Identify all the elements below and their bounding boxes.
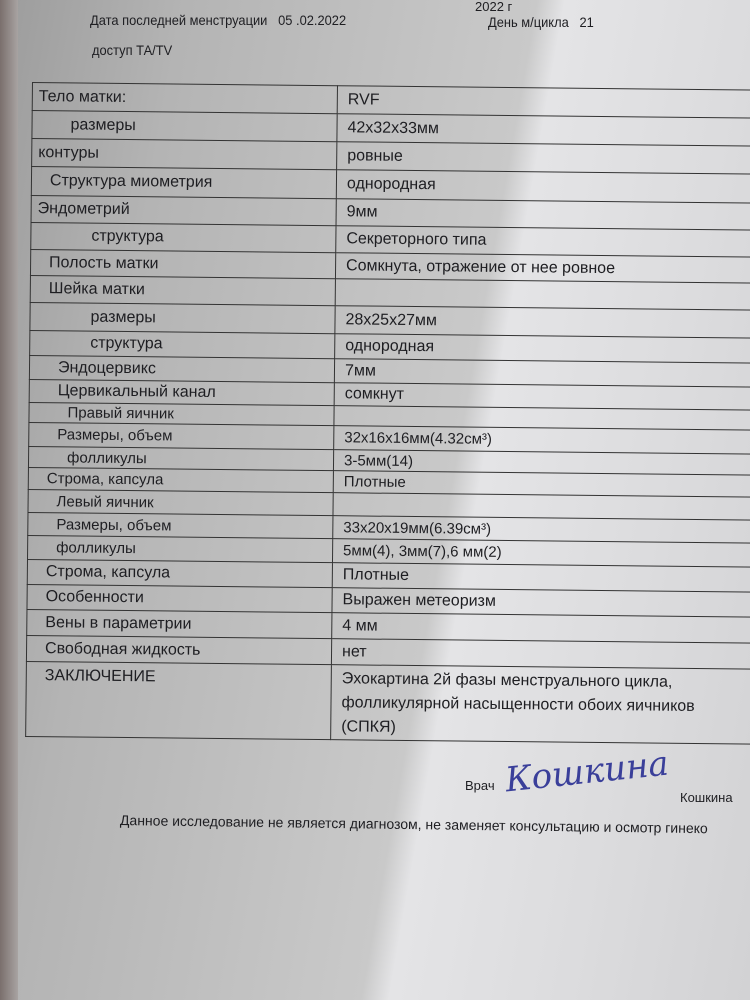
row-label: Полость матки: [30, 249, 335, 278]
row-value: 5мм(4), 3мм(7),6 мм(2): [332, 539, 750, 567]
row-value: нет: [331, 639, 750, 669]
row-value: RVF: [337, 86, 750, 118]
row-value: 4 мм: [332, 613, 750, 643]
row-value: Выражен метеоризм: [332, 588, 750, 617]
conclusion-label: ЗАКЛЮЧЕНИЕ: [26, 661, 332, 739]
year-fragment: 2022 г: [475, 0, 513, 14]
row-label: Правый яичник: [29, 402, 334, 425]
row-value: однородная: [336, 170, 750, 203]
row-label: Особенности: [27, 584, 332, 612]
row-label: Размеры, объем: [29, 422, 334, 449]
row-value: 42x32x33мм: [337, 114, 750, 146]
row-label: Строма, капсула: [28, 467, 333, 492]
row-value: сомкнут: [334, 383, 750, 410]
conclusion-line: фолликулярной насыщенности обоих яичников: [341, 694, 695, 715]
row-label: размеры: [30, 302, 335, 333]
row-label: Свободная жидкость: [26, 635, 331, 664]
row-value: Сомкнута, отражение от нее ровное: [335, 253, 750, 283]
row-label: структура: [30, 330, 335, 358]
row-value: 7мм: [334, 359, 750, 387]
row-label: Структура миометрия: [31, 167, 336, 199]
row-value: 33x20x19мм(6.39см³): [333, 516, 750, 543]
row-label: Вены в параметрии: [27, 609, 332, 638]
conclusion-text: [331, 665, 750, 744]
lmp-value: 05 .02.2022: [278, 12, 347, 28]
cycle-day-value: 21: [579, 14, 594, 30]
doctor-label: Врач: [465, 778, 495, 793]
row-label: Строма, капсула: [27, 559, 332, 587]
conclusion-line: Эхокартина 2й фазы менструального цикла,: [341, 670, 673, 691]
photo-edge: [0, 0, 18, 1000]
row-value: 32x16x16мм(4.32см³): [334, 426, 750, 454]
conclusion-line: (СПКЯ): [341, 718, 396, 736]
row-label: фолликулы: [27, 535, 332, 562]
row-value: 9мм: [336, 199, 750, 230]
row-label: Тело матки:: [32, 83, 337, 114]
row-label: Размеры, объем: [28, 512, 333, 538]
row-label: Левый яичник: [28, 489, 333, 515]
row-label: контуры: [32, 139, 337, 170]
row-label: Цервикальный канал: [29, 379, 334, 405]
doctor-name: Кошкина: [680, 790, 733, 805]
row-value: однородная: [335, 334, 750, 363]
row-label: Шейка матки: [30, 275, 335, 305]
row-value: 3-5мм(14): [333, 450, 750, 475]
row-value: Плотные: [333, 471, 750, 497]
ultrasound-results-table: [25, 82, 750, 745]
row-label: структура: [31, 222, 336, 252]
row-value: ровные: [337, 142, 750, 174]
lmp-line: [90, 12, 346, 28]
row-label: Эндоцервикс: [29, 355, 334, 382]
cycle-day-label: День м/цикла: [488, 14, 569, 30]
row-value: Плотные: [332, 563, 750, 592]
row-label: размеры: [32, 111, 337, 142]
lmp-label: Дата последней менструации: [90, 12, 268, 28]
access-text: доступ ТА/TV: [92, 42, 173, 58]
row-value: 28x25x27мм: [335, 306, 750, 338]
row-value: Секреторного типа: [336, 226, 750, 257]
conclusion-row: [26, 661, 750, 744]
disclaimer: Данное исследование не является диагнозом, не заменяет консультацию и осмотр гинеко: [119, 812, 708, 837]
row-label: Эндометрий: [31, 195, 336, 225]
cycle-day-line: [488, 14, 594, 30]
doctor-signature: Кошкина: [503, 743, 671, 801]
row-label: фолликулы: [28, 446, 333, 470]
